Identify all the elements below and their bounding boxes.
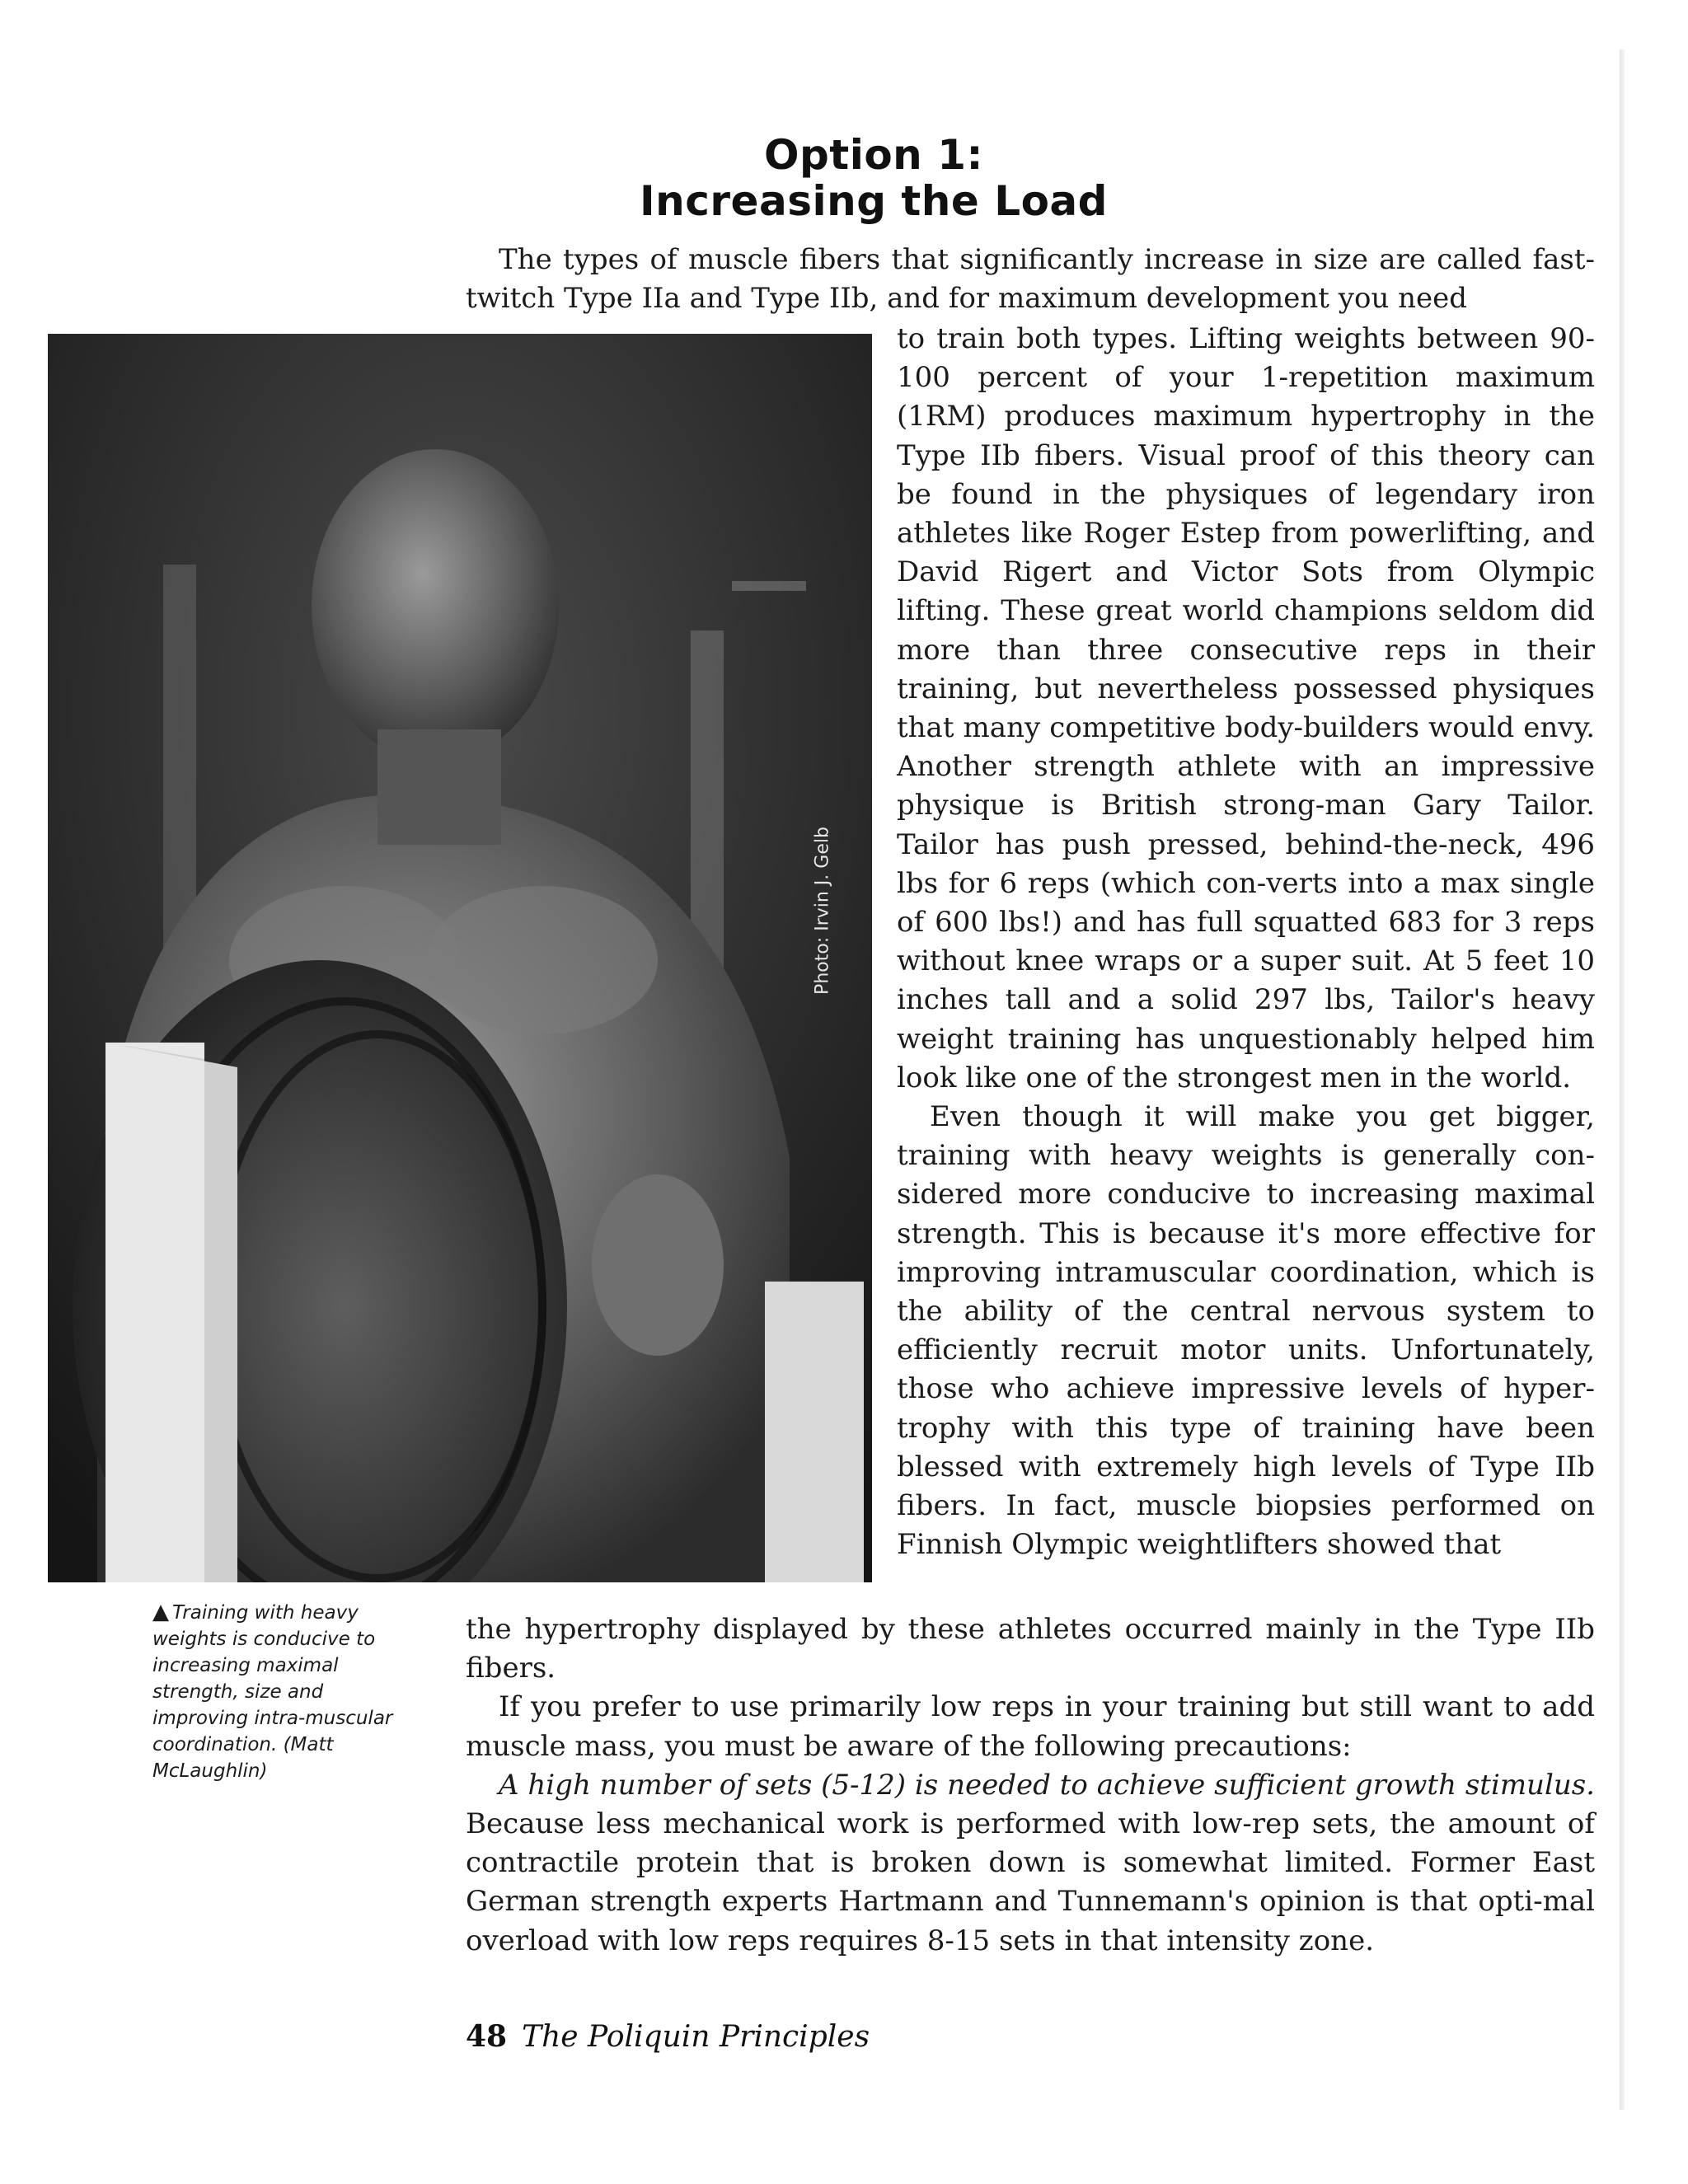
intro-block	[466, 241, 1595, 318]
triangle-up-icon: ▲	[152, 1600, 169, 1624]
bodybuilder-photo	[48, 334, 872, 1582]
book-title: The Poliquin Principles	[522, 2020, 870, 2054]
page-edge	[1620, 49, 1625, 2110]
heading-line-1: Option 1:	[764, 131, 983, 179]
heading-line-2: Increasing the Load	[640, 177, 1108, 225]
paragraph-1: to train both types. Lifting weights between 90-100 percent of your 1-repetition maximum (1RM) produces maximum hypertrophy in the Type IIb fibers. Visual proof of this theory can be found in the physiques of legendary iron athletes like Roger Estep from powerlifting, and David Rigert and Victor Sots from Olympic lifting. These great world champions seldom did more than three consecutive reps in their training, but nevertheless possessed physiques that many competitive body-builders would envy. Another strength athlete with an impressive physique is British strong-man Gary Tailor. Tailor has push pressed, behind-the-neck, 496 lbs for 6 reps (which con-verts into a max single of 600 lbs!) and has full squatted 683 for 3 reps without knee wraps or a super suit. At 5 feet 10 inches tall and a solid 297 lbs, Tailor's heavy weight training has unquestionably helped him look like one of the strongest men in the world.	[897, 322, 1595, 1094]
page-number: 48	[466, 2019, 508, 2054]
paragraph-4-lead: A high number of sets (5-12) is needed to achieve sufficient growth stimulus.	[499, 1768, 1595, 1802]
section-heading	[462, 132, 1286, 224]
paragraph-4-rest: Because less mechanical work is performed with low-rep sets, the amount of contractile protein that is broken down is somewhat limited. Former East German strength experts Hartmann and Tunnemann's opinion is that opti-mal overload with low reps requires 8-15 sets in that intensity zone.	[466, 1807, 1595, 1957]
photo-credit: Photo: Irvin J. Gelb	[812, 827, 833, 995]
paragraph-4	[466, 1766, 1595, 1961]
caption-text: Training with heavy weights is conducive to increasing maximal strength, size and improving intra-muscular coordination. (Matt McLaughlin)	[152, 1602, 393, 1782]
paragraph-2-continued: the hypertrophy displayed by these athletes occurred mainly in the Type IIb fibers.	[466, 1613, 1595, 1685]
page-footer	[466, 2019, 870, 2054]
photo-caption	[152, 1599, 400, 1784]
photo-illustration	[48, 334, 872, 1582]
paragraph-2: Even though it will make you get bigger, training with heavy weights is generally con-sidered more conducive to increasing maximal strength. This is because it's more effective for improving intramuscular coordination, which is the ability of the central nervous system to efficiently recruit motor units. Unfortunately, those who achieve impressive levels of hyper-trophy with this type of training have been blessed with extremely high levels of Type IIb fibers. In fact, muscle biopsies performed on Finnish Olympic weightlifters showed that	[897, 1100, 1595, 1562]
intro-paragraph: The types of muscle fibers that significantly increase in size are called fast-twitch Type IIa and Type IIb, and for maximum development you need	[466, 243, 1595, 316]
wrap-column	[897, 320, 1595, 1565]
lower-text-block	[466, 1610, 1595, 1961]
paragraph-3: If you prefer to use primarily low reps in your training but still want to add muscle mass, you must be aware of the following precautions:	[466, 1690, 1595, 1763]
